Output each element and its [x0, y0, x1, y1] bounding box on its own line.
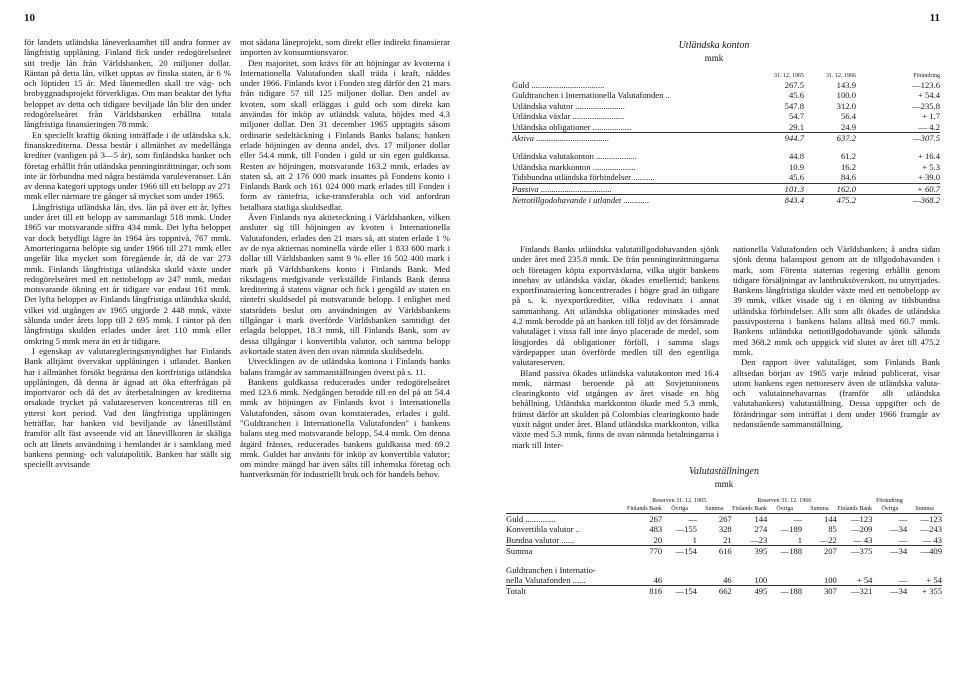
col-header: Förändring [913, 73, 940, 79]
col-header: Finlands Bank [732, 506, 767, 512]
table-row-total: Aktiva .................................. 944.7 637.2 —307.5 [512, 133, 940, 144]
paragraph: Den rapport över valutaläget, som Finlands Bank alltsedan början av 1965 varje månad publicerat, visar utom bankens egen nettoreserv även de utländska valuta- och valutainnehavarnas (framför allt utländska valutabankers) valutaställning. Dessa uppgifter och de förändringar som inträffat i dem under 1966 framgår av nedanstående sammanställning. [733, 357, 940, 430]
col-header: Övriga [662, 505, 697, 514]
page-number-right: 11 [929, 12, 940, 24]
paragraph: Bankens guldkassa reducerades under redogörelseåret med 123.6 mmk. Nedgången berodde till en del på att 54.4 mmk av höjningen av Finlands kvot i Internationella Valutafonden, såsom ovan konstaterades, erlades i guld. "Guldtranchen i Internationella Valutafonden" i bankens balans steg med motsvarande belopp, 54.4 mmk. Om denna åtgärd fränses, reducerades bankens guldkassa med 69.2 mmk. Guldet har använts för inköp av konvertibla valutor; om mindre mängd har även sålts till inhemska företag och hantverksmän för industriellt bruk och för handels behov. [240, 376, 450, 480]
col-header: 31. 12. 1966 [826, 73, 856, 79]
table-row: Bundna valutor ...... 20 1 21 —23 1 —22 — 43 — — 43 [506, 534, 942, 545]
table-row: nella Valutafonden ...... 46 46 100 100 + 54 — + 54 [506, 575, 942, 586]
col-header: Övriga [872, 505, 907, 514]
table-row-grand-total: Totalt 816 —154 662 495 —188 307 —321 —34 + 355 [506, 586, 942, 597]
col-group-header: Förändring [876, 498, 903, 504]
paragraph: Även Finlands nya aktieteckning i Världsbanken, vilken ansluter sig till höjningen av kvoten i Internationella Valutafonden, erlades den 21 mars så, att staten erlade 1 % av de nya aktiernas nominella värde eller 1 833 600 mark i dollar till Världsbanken samt 9 % eller 16 502 400 mark i mark på Världsbankens konto i Finlands Bank. Med riksdagens medgivande verkställde Finlands Bank denna kreditering å statens vägnar och fick i gengäld av staten en räntefri skuldsedel på motsvarande belopp. I enlighet med statsrådets beslut om användningen av Världsbankens tillgångar i mark överförde Världsbanken samtidigt det erlagda beloppet, 18.3 mmk, till Finlands Bank, som av dessa tillgångar i konvertibla valutor, och samma belopp avkortade staten även den ovan nämnda skuldsedeln. [240, 212, 450, 356]
paragraph: för landets utländska låneverksamhet till andra former av långfristig upplåning. Finland fick under redogörelseåret sitt tredje lån från Världsbanken, 20 miljoner dollar. Räntan på detta lån, vilket upptas av finska staten, är 6 % och löptiden 15 år. Med lånemedlen skall tre väg- och brobyggnadsprojekt förverkligas. Om man beaktar det lyfta beloppet av detta och tidigare beviljade lån blir den under redogörelseåret från Världsbanken erhållna totala långfristiga finansieringen 78 mmk. [24, 37, 231, 130]
text-column-2 [240, 37, 450, 480]
col-header: Summa [697, 505, 732, 514]
text-column-3 [512, 244, 719, 450]
table-row: Guldtranchen i Internatio- [506, 564, 596, 575]
paragraph: En speciellt kraftig ökning inträffade i de utländska s.k. finanskrediterna. Dessa består i allmänhet av medellånga krediter (vanligen på 3—5 år), som finländska banker och företag erhållit från utländska penninginrättningar, och som inte är förbundna med några bestämda varuleveranser. Lån av denna kategori upptogs under 1966 till ett belopp av 271 mmk eller närmare tre gånger så mycket som under 1965. [24, 129, 232, 202]
table-row: Utländska obligationer .................. 29.1 24.9 — 4.2 [512, 121, 940, 132]
col-header: 31. 12. 1965 [774, 73, 804, 79]
table1-title: Utländska konton [678, 40, 750, 51]
table-row-total: Passiva ................................. 101.3 162.0 + 60.7 [512, 183, 940, 194]
paragraph: I egenskap av valutaregleringsmyndighet har Finlands Bank alltjämt övervakat upplåningen i utlandet. Banken har i allmänhet försökt begränsa den kortfristiga utländska upplåningen, då denna är ägnad att öka efterfrågan på importvaror och då det av återbetalningen av krediterna orsakade trycket på valutareserven koncentreras till en ytterst kort period. Vad den långfristiga upplåningen beträffar, har banken vid beviljande av lånetillstånd framför allt fäst avseende vid att lånevillkoren är skäliga och att lånets användning i hemlandet är i samklang med bankens penning- och valutapolitik. Banken har ställt sig speciellt avvisande [24, 345, 231, 470]
table-row-total: Summa 770 —154 616 395 —188 207 —375 —34 —409 [506, 546, 942, 557]
paragraph: Bland passiva ökades utländska valutakonton med 16.4 mmk, närmast beroende på att Sovjetunionens clearingkonto vid utgången av året visade en hög behållning. Utländska markkonton ökade med 5.3 mmk, främst därför att skulden på Colombias clearingkonto hade vuxit något under året. Bland utländska markkonton, vilka växte med 5.3 mmk, finns de ovan nämnda betalningarna i mark till Inter- [512, 367, 719, 450]
text-column-4 [733, 244, 940, 429]
table2-title: Valutaställningen [689, 466, 759, 477]
paragraph: nationella Valutafonden och Världsbanken; å andra sidan sjönk denna balanspost genom att de tillgodohavanden i mark, som Förenta staternas regering erhållit genom tidigare försäljningar av lantbruksöverskott, nu utnyttjades. Bankens långfristiga skulder växte med ett nettobelopp av 39 mmk, vilket visade sig i en ökning av tidsbundna utländska förbindelser. Allt som allt ökades de utländska passivposterna i bankens balans alltså med 60.7 mmk. Bankens utländska nettotillgodohavande sjönk sålunda med 368.2 mmk och uppgick vid slutet av året till 475.2 mmk. [733, 244, 940, 357]
table-row: Guld .................................. 267.5 143.9 —123.6 [512, 80, 940, 90]
text-column-1 [24, 37, 231, 469]
table-row: Utländska valutor ....................... 547.8 312.0 —235.8 [512, 100, 940, 111]
col-header: Övriga [767, 505, 802, 514]
foreign-accounts-table [512, 72, 940, 205]
table-row: Utländska markkonton .................... 10.9 16.2 + 5.3 [512, 161, 940, 172]
col-header: Finlands Bank [837, 506, 873, 512]
currency-position-table [506, 498, 942, 597]
table1-unit: mmk [704, 53, 724, 63]
table-row: Guld .............. 267 — 267 144 — 144 —123 — —123 [506, 514, 942, 524]
paragraph: Utvecklingen av de utländska kontona i Finlands banks balans framgår av sammanställningen överst på s. 11. [240, 356, 450, 377]
col-header: Finlands Bank [626, 506, 662, 512]
col-group-header: Reserven 31. 12. 1966 [757, 498, 812, 504]
paragraph: Långfristiga utländska lån, dvs. lån på över ett år, lyftes under året till ett belopp av sammanlagt 518 mmk. Under 1965 var motsvarande siffra 434 mmk. Det lyfta beloppet var dock betydligt lägre än 1964 års toppnivå, 767 mmk. Amorteringarna belöpte sig under 1966 till 271 mmk eller ungefär lika mycket som föregående år, då de var 273 mmk. Finlands långfristiga utländska skuld växte under redogörelseåret med ett nettobelopp av 247 mmk, medan motsvarande ökning ett år tidigare var endast 161 mmk. Det lyfta beloppet av Finlands långfristiga utländska skuld, vilket vid utgången av 1965 utgjorde 2 448 mmk, växte sålunda under årets lopp till 2 695 mmk. I räntor på den långfristiga skulden erlades under året 110 mmk eller omkring 5 mmk mera än ett år tidigare. [24, 201, 231, 346]
table-row: Tidsbundna utländska förbindelser .......... 45.6 84.6 + 39.0 [512, 172, 940, 183]
col-group-header: Reserven 31. 12. 1965 [652, 498, 707, 504]
paragraph: mot sådana låneprojekt, som direkt eller indirekt finansierar importen av konsumtionsvaror. [240, 37, 450, 58]
col-header: Summa [802, 505, 837, 514]
page-number-left: 10 [24, 12, 35, 24]
col-header: Summa [907, 505, 942, 514]
paragraph: Finlands Banks utländska valutatillgodohavanden sjönk under året med 235.8 mmk. De från penninginrättningarna och företagen köpta exportväxlarna, vilka utgör bankens innehav av utländska växlar, ökades emellertid; bankens exportfinansiering koncentrerades i högre grad än tidigare på s. k. nyexportkrediter, vilka redovisats i annat sammanhang. Att utländska obligationer minskades med 4.2 mmk berodde på att banken till följd av det försämrade valutaläget i vissa fall inte ånyo placerade de medel, som lösgjordes då obligationer förföll, i samma slags värdepapper utan överförde medlen till den egentliga valutareserven. [512, 244, 719, 368]
table-row: Guldtranchen i Internationella Valutafonden .. 45.6 100.0 + 54.4 [512, 90, 940, 101]
table-row: Utländska växlar ........................ 54.7 56.4 + 1.7 [512, 111, 940, 122]
paragraph: Den majoritet, som krävs för att höjningar av kvoterna i Internationella Valutafonden skall träda i kraft, nåddes under 1966. Finlands kvot i Fonden steg därför den 21 mars från tidigare 57 till 125 miljoner dollar. Den andel av kvoten, som skall erläggas i guld och som direkt kan användas för inköp av utländsk valuta, höjdes med 4.3 miljoner dollar. Den 31 december 1965 upptagits såsom ordinarie sedeltäckning i Finlands Banks balans; banken erlade höjningen av denna andel, dvs. 17 miljoner dollar eller 54.4 mmk, till Fonden i guld ur sin egen guldkassa. Resten av höjningen, motsvarande 163.2 mmk, erlades av staten så, att 2 176 000 mark insattes på Fondens konto i Finlands Bank och 161 024 000 mark erlades till Fonden i form av räntefria, icke-transferabla och vid anfordran betalbara statliga skuldsedlar. [240, 57, 450, 212]
table2-unit: mmk [714, 479, 734, 489]
table-row-net: Nettotillgodohavande i utlandet ............ 843.4 475.2 —368.2 [512, 195, 940, 206]
table-row: Utländska valutakonton ................... 44.8 61.2 + 16.4 [512, 151, 940, 162]
table-row: Konvertibla valutor .. 483 —155 328 274 —189 85 —209 —34 —243 [506, 524, 942, 535]
